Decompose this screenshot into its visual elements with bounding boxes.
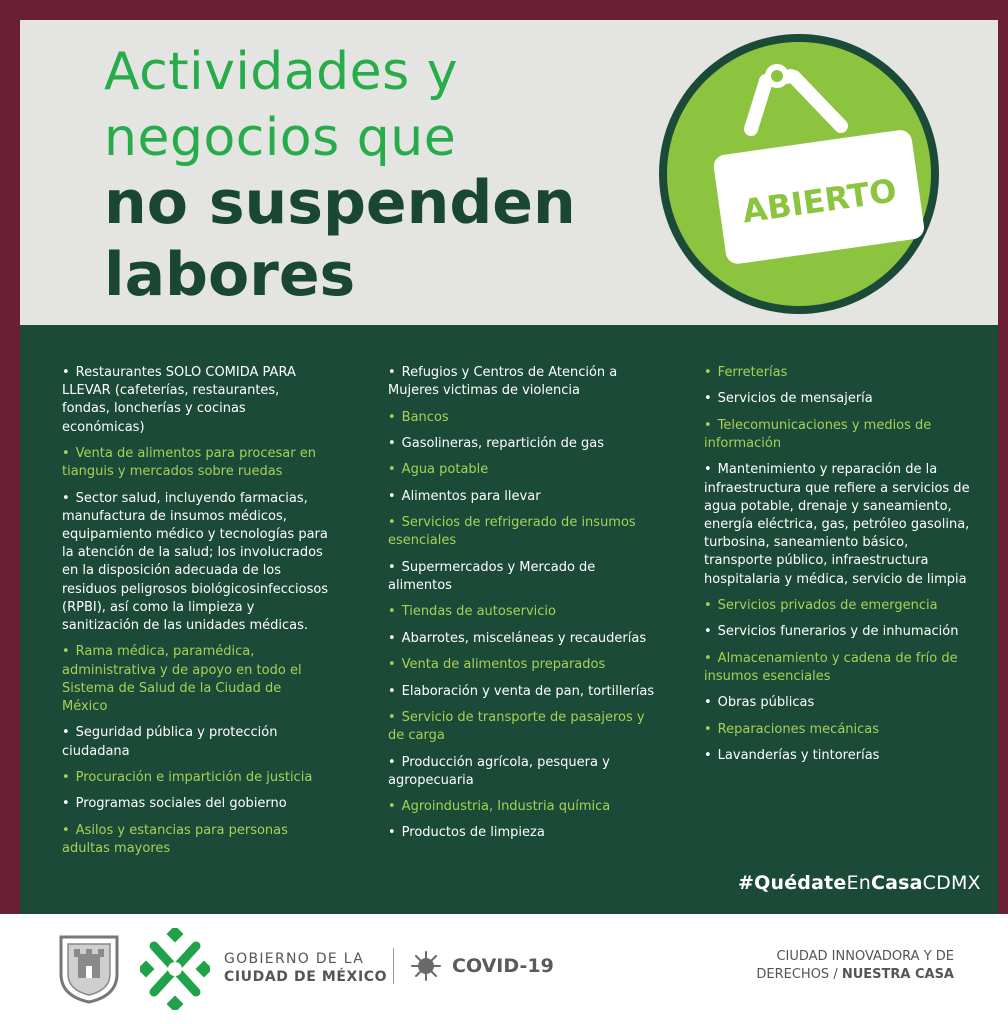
- activity-item: • Servicios privados de emergencia: [704, 597, 970, 615]
- hashtag-part-3: Casa: [870, 872, 923, 894]
- activity-item: • Abarrotes, misceláneas y recauderías: [388, 630, 656, 648]
- ciudad-line-2b: NUESTRA CASA: [841, 967, 954, 982]
- gobierno-line-2: CIUDAD DE MÉXICO: [224, 969, 388, 985]
- activity-item: • Venta de alimentos preparados: [388, 656, 656, 674]
- activity-item: • Servicios de mensajería: [704, 390, 970, 408]
- gobierno-cdmx-label: [224, 950, 387, 986]
- activity-item: • Mantenimiento y reparación de la infraestructura que refiere a servicios de agua potable, drenaje y saneamiento, energía eléctrica, gas, petróleo gasolina, turbosina, saneamiento básico, transporte público, infraestructura hospitalaria y médica, servicio de limpia: [704, 461, 970, 588]
- activity-item: • Seguridad pública y protección ciudadana: [62, 724, 330, 760]
- title-line-4: labores: [104, 240, 356, 310]
- hashtag-part-1: #Quédate: [738, 872, 847, 894]
- activity-item: • Agua potable: [388, 461, 656, 479]
- ciudad-line-1: CIUDAD INNOVADORA Y DE: [776, 949, 954, 964]
- open-sign-badge: [656, 31, 942, 317]
- covid-label: COVID-19: [452, 955, 554, 977]
- activity-item: • Procuración e impartición de justicia: [62, 769, 330, 787]
- activity-item: • Tiendas de autoservicio: [388, 603, 656, 621]
- cdmx-logo-icon: [140, 928, 210, 1010]
- activities-columns: [20, 350, 998, 910]
- activities-column-2: [388, 364, 656, 851]
- poster-frame: [20, 20, 998, 914]
- activity-item: • Agroindustria, Industria química: [388, 798, 656, 816]
- activity-item: • Ferreterías: [704, 364, 970, 382]
- ciudad-line-2a: DERECHOS /: [756, 967, 842, 982]
- poster-header: [20, 20, 998, 325]
- hashtag: [738, 872, 981, 894]
- ciudad-innovadora-label: [756, 948, 954, 984]
- activity-item: • Productos de limpieza: [388, 824, 656, 842]
- activity-item: • Producción agrícola, pesquera y agropecuaria: [388, 754, 656, 790]
- activity-item: • Almacenamiento y cadena de frío de insumos esenciales: [704, 650, 970, 686]
- footer-divider: [393, 948, 394, 984]
- activity-item: • Venta de alimentos para procesar en tianguis y mercados sobre ruedas: [62, 445, 330, 481]
- activity-item: • Supermercados y Mercado de alimentos: [388, 559, 656, 595]
- hashtag-part-4: CDMX: [922, 872, 981, 894]
- covid-virus-icon: [410, 950, 442, 982]
- hashtag-part-2: En: [846, 872, 871, 894]
- activity-item: • Sector salud, incluyendo farmacias, manufactura de insumos médicos, equipamiento médico y tecnologías para la atención de la salud; los involucrados en la disposición adecuada de los residuos peligrosos biológicosinfecciosos (RPBI), así como la limpieza y sanitización de las unidades médicas.: [62, 490, 330, 636]
- title-line-3: no suspenden: [104, 168, 576, 238]
- activity-item: • Elaboración y venta de pan, tortillerías: [388, 683, 656, 701]
- activity-item: • Bancos: [388, 409, 656, 427]
- cdmx-shield-icon: [58, 934, 120, 1004]
- title-line-2: negocios que: [104, 108, 457, 168]
- activity-item: • Servicio de transporte de pasajeros y de carga: [388, 709, 656, 745]
- footer: [0, 914, 1008, 1024]
- activity-item: • Alimentos para llevar: [388, 488, 656, 506]
- badge-label: ABIERTO: [739, 171, 899, 231]
- gobierno-line-1: GOBIERNO DE LA: [224, 951, 365, 967]
- activities-column-3: [704, 364, 970, 774]
- activity-item: • Restaurantes SOLO COMIDA PARA LLEVAR (cafeterías, restaurantes, fondas, loncherías y cocinas económicas): [62, 364, 330, 437]
- activity-item: • Refugios y Centros de Atención a Mujeres victimas de violencia: [388, 364, 656, 400]
- ciudad-line-2: [756, 966, 954, 984]
- activities-column-1: [62, 364, 330, 866]
- activity-item: • Asilos y estancias para personas adultas mayores: [62, 822, 330, 858]
- activity-item: • Programas sociales del gobierno: [62, 795, 330, 813]
- activity-item: • Lavanderías y tintorerías: [704, 747, 970, 765]
- activity-item: • Gasolineras, repartición de gas: [388, 435, 656, 453]
- activity-item: • Obras públicas: [704, 694, 970, 712]
- activity-item: • Servicios de refrigerado de insumos esenciales: [388, 514, 656, 550]
- activity-item: • Servicios funerarios y de inhumación: [704, 623, 970, 641]
- activity-item: • Rama médica, paramédica, administrativa y de apoyo en todo el Sistema de Salud de la Ciudad de México: [62, 643, 330, 716]
- activity-item: • Telecomunicaciones y medios de información: [704, 417, 970, 453]
- title-line-1: Actividades y: [104, 42, 459, 102]
- activity-item: • Reparaciones mecánicas: [704, 721, 970, 739]
